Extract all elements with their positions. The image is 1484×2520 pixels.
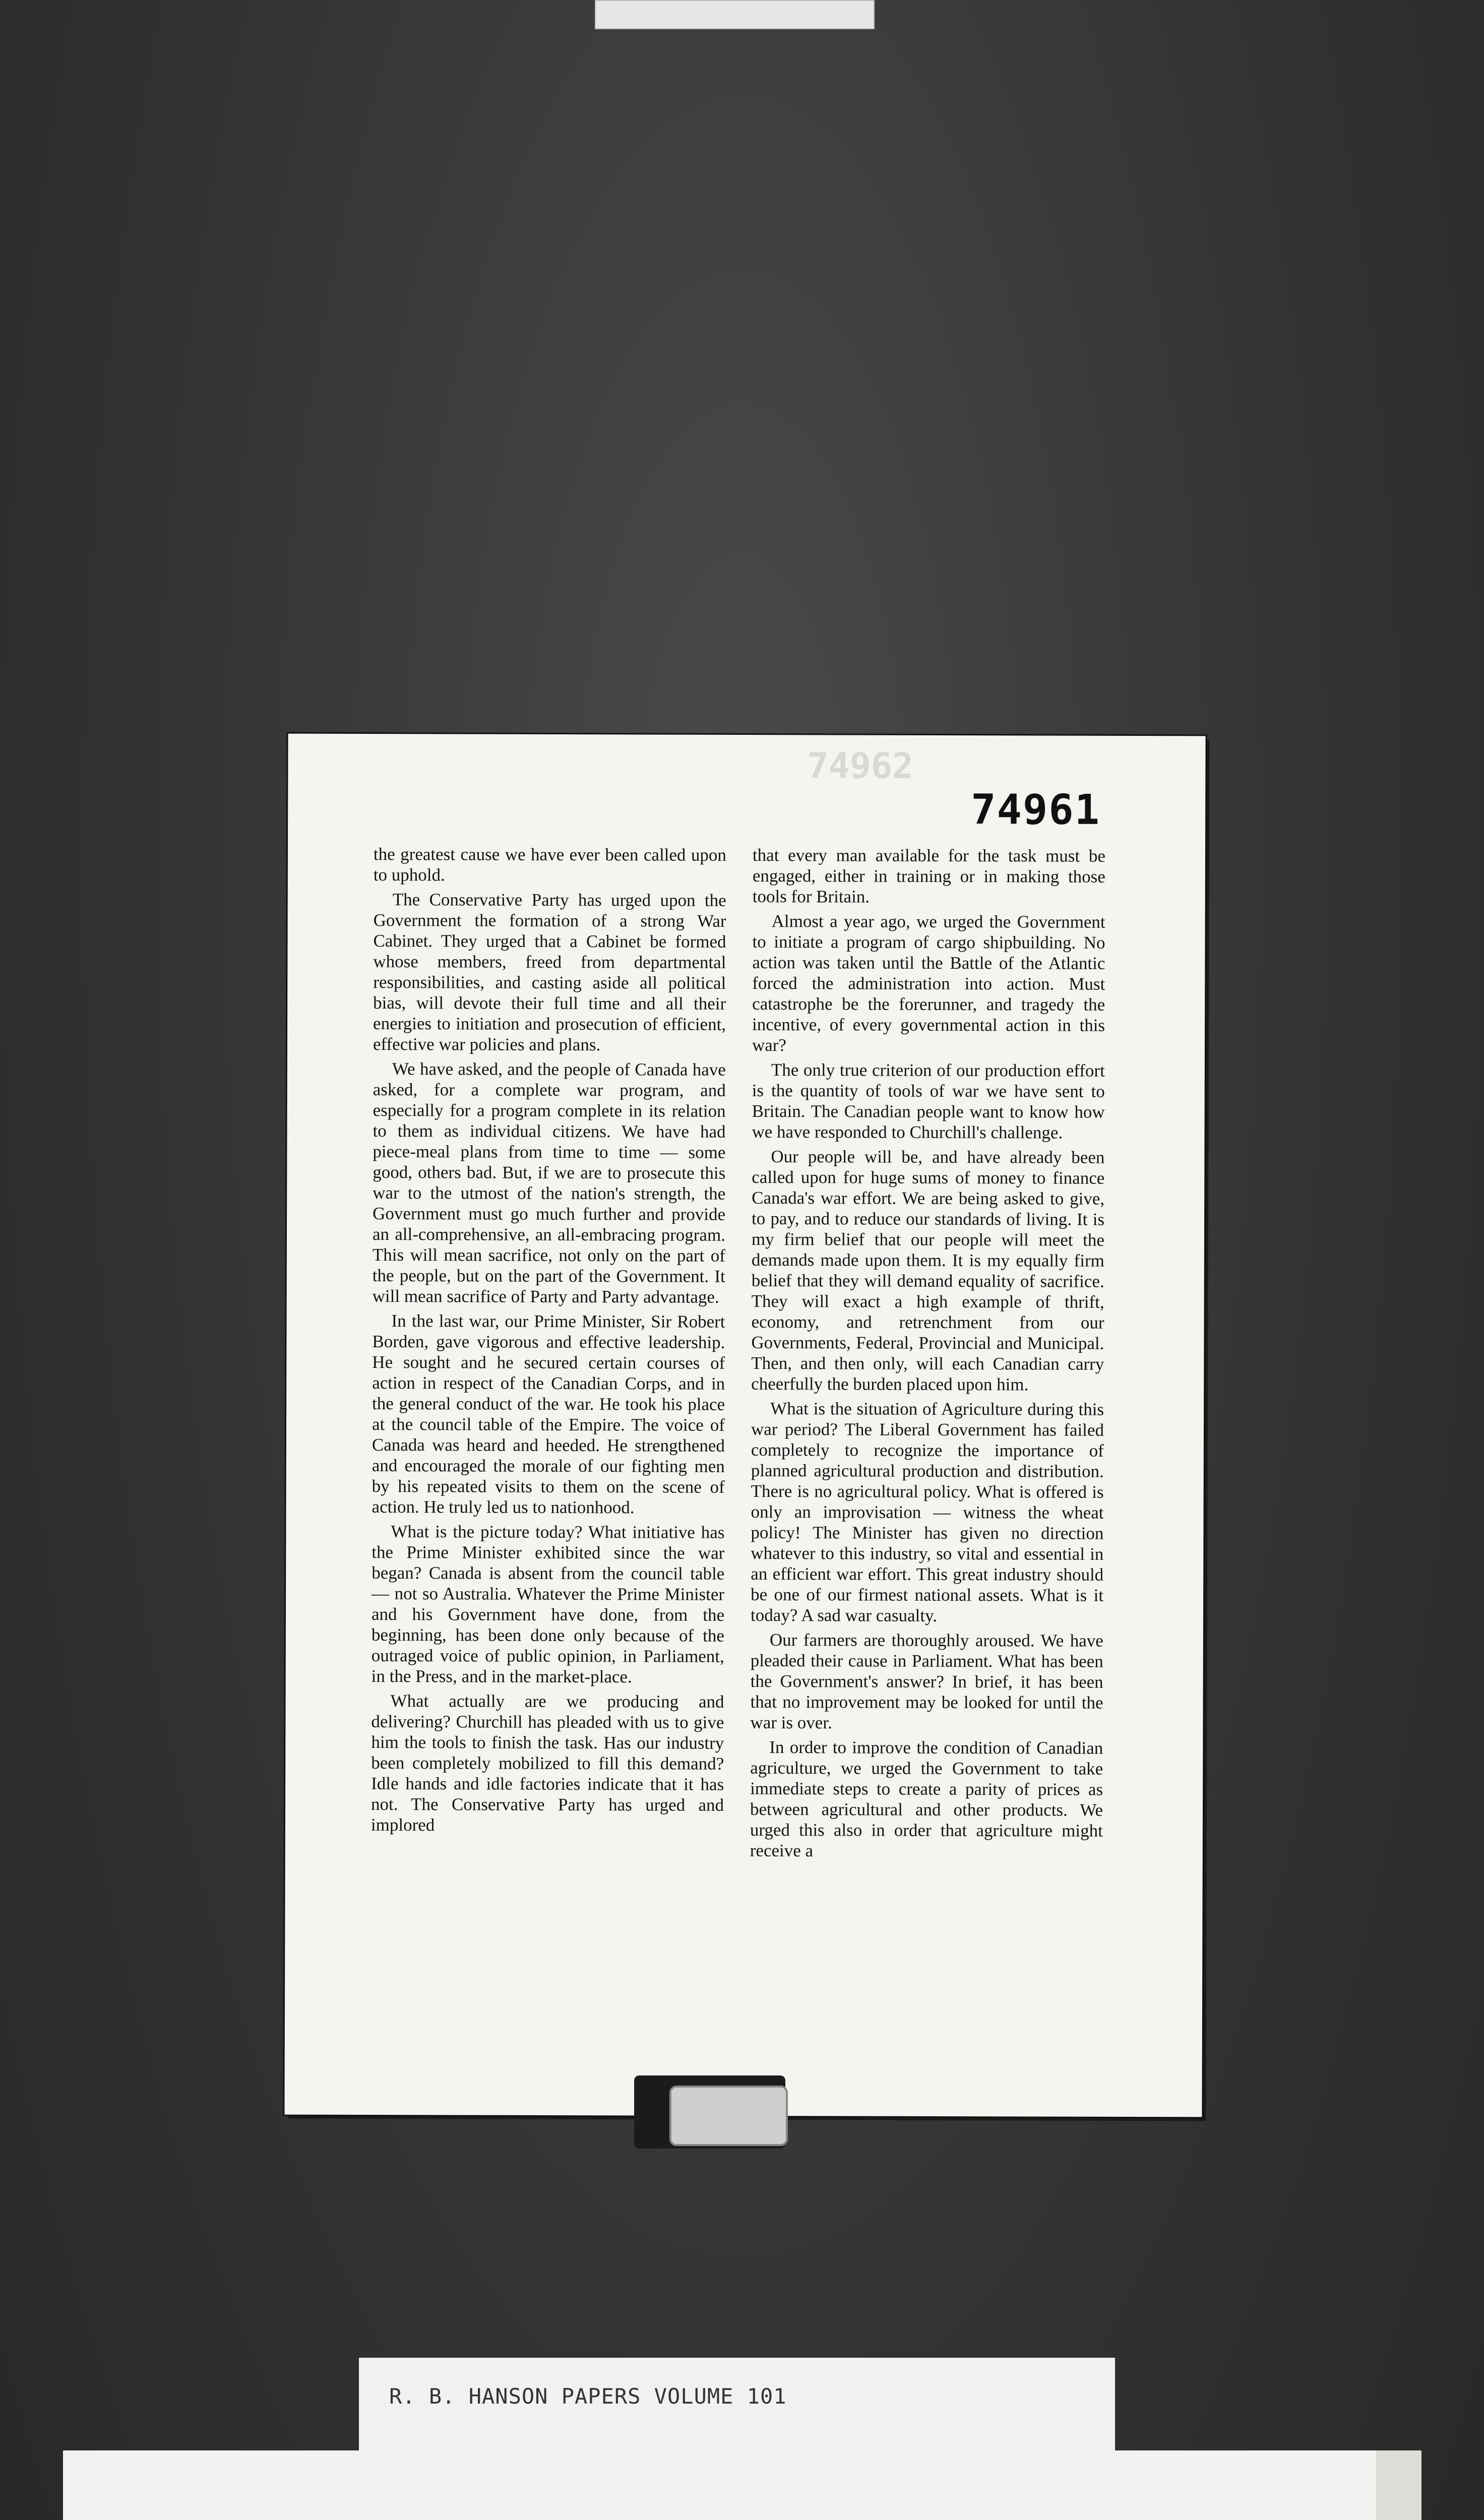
top-clip-tab <box>595 0 875 29</box>
volume-label-text: R. B. HANSON PAPERS VOLUME 101 <box>389 2384 787 2409</box>
paragraph: The only true criterion of our production effort is the quantity of tools of war we have sent to Britain. The Canadian people want to know how we have responded to Churchill's challenge. <box>752 1060 1105 1143</box>
paragraph: Our farmers are thoroughly aroused. We have pleaded their cause in Parliament. What has been the Government's answer? In brief, it has been that no improvement may be looked for until the war is over. <box>750 1630 1103 1733</box>
document-page <box>284 734 1205 2117</box>
page-number: 74961 <box>971 786 1101 834</box>
paragraph: In order to improve the condition of Canadian agriculture, we urged the Government to take immediate steps to create a parity of prices as between agricultural and other products. We urged this also in order that agriculture might receive a <box>750 1737 1103 1861</box>
paragraph: The Conservative Party has urged upon the Government the formation of a strong War Cabinet. They urged that a Cabinet be formed whose members, freed from departmental responsibilities, and casting aside all political bias, will devote their full time and all their energies to initiation and prosecution of efficient, effective war policies and plans. <box>373 890 726 1055</box>
right-column <box>750 845 1105 1866</box>
faint-page-number: 74962 <box>807 745 914 787</box>
binder-clip-plate <box>669 2086 788 2146</box>
archives-card <box>63 2450 1421 2520</box>
paragraph: the greatest cause we have ever been called upon to uphold. <box>373 844 727 885</box>
paragraph: Our people will be, and have already been called upon for huge sums of money to finance Canada's war effort. We are being asked to give, to pay, and to reduce our standards of living. It is my firm belief that our people will meet the demands made upon them. It is my equally firm belief that they will demand equality of sacrifice. They will exact a high example of thrift, economy, and retrenchment from our Governments, Federal, Provincial and Municipal. Then, and then only, will each Canadian carry cheerfully the burden placed upon him. <box>751 1147 1105 1395</box>
paragraph: that every man available for the task must be engaged, either in training or in making those tools for Britain. <box>752 845 1106 907</box>
paragraph: We have asked, and the people of Canada have asked, for a complete war program, and especially for a program complete in its relation to them as individual citizens. We have had piece-meal plans from time to time — some good, others bad. But, if we are to prosecute this war to the utmost of the nation's strength, the Government must go much further and provide an all-comprehensive, an all-embracing program. This will mean sacrifice, not only on the part of the people, but on the part of the Government. It will mean sacrifice of Party and Party advantage. <box>372 1059 726 1307</box>
paragraph: What is the picture today? What initiative has the Prime Minister exhibited since the war began? Canada is absent from the council table — not so Australia. Whatever the Prime Minister and his Government have done, from the beginning, has been done only because of the outraged voice of public opinion, in Parliament, in the Press, and in the market-place. <box>371 1522 725 1687</box>
paragraph: What actually are we producing and delivering? Churchill has pleaded with us to give him the tools to finish the task. Has our industry been completely mobilized to fill this demand? Idle hands and idle factories indicate that it has not. The Conservative Party has urged and implored <box>370 1691 724 1835</box>
paragraph: Almost a year ago, we urged the Government to initiate a program of cargo shipbuilding. No action was taken until the Battle of the Atlantic forced the administration into action. Must catastrophe be the forerunner, and tragedy the incentive, of every governmental action in this war? <box>752 911 1105 1055</box>
paragraph: What is the situation of Agriculture during this war period? The Liberal Government has failed completely to recognize the importance of planned agricultural production and distribution. There is no agricultural policy. What is offered is only an improvisation — witness the wheat policy! The Minister has given no direction whatever to this industry, so vital and essential in an efficient war effort. This great industry should be one of our firmest national assets. What is it today? A sad war casualty. <box>750 1399 1104 1625</box>
volume-label <box>359 2358 1115 2459</box>
paragraph: In the last war, our Prime Minister, Sir Robert Borden, gave vigorous and effective leadership. He sought and he secured certain courses of action in respect of the Canadian Corps, and in the general conduct of the war. He took his place at the council table of the Empire. The voice of Canada was heard and heeded. He strengthened and encouraged the morale of our fighting men by his repeated visits to them on the scene of action. He truly led us to nationhood. <box>372 1311 725 1518</box>
left-column <box>371 844 726 1840</box>
